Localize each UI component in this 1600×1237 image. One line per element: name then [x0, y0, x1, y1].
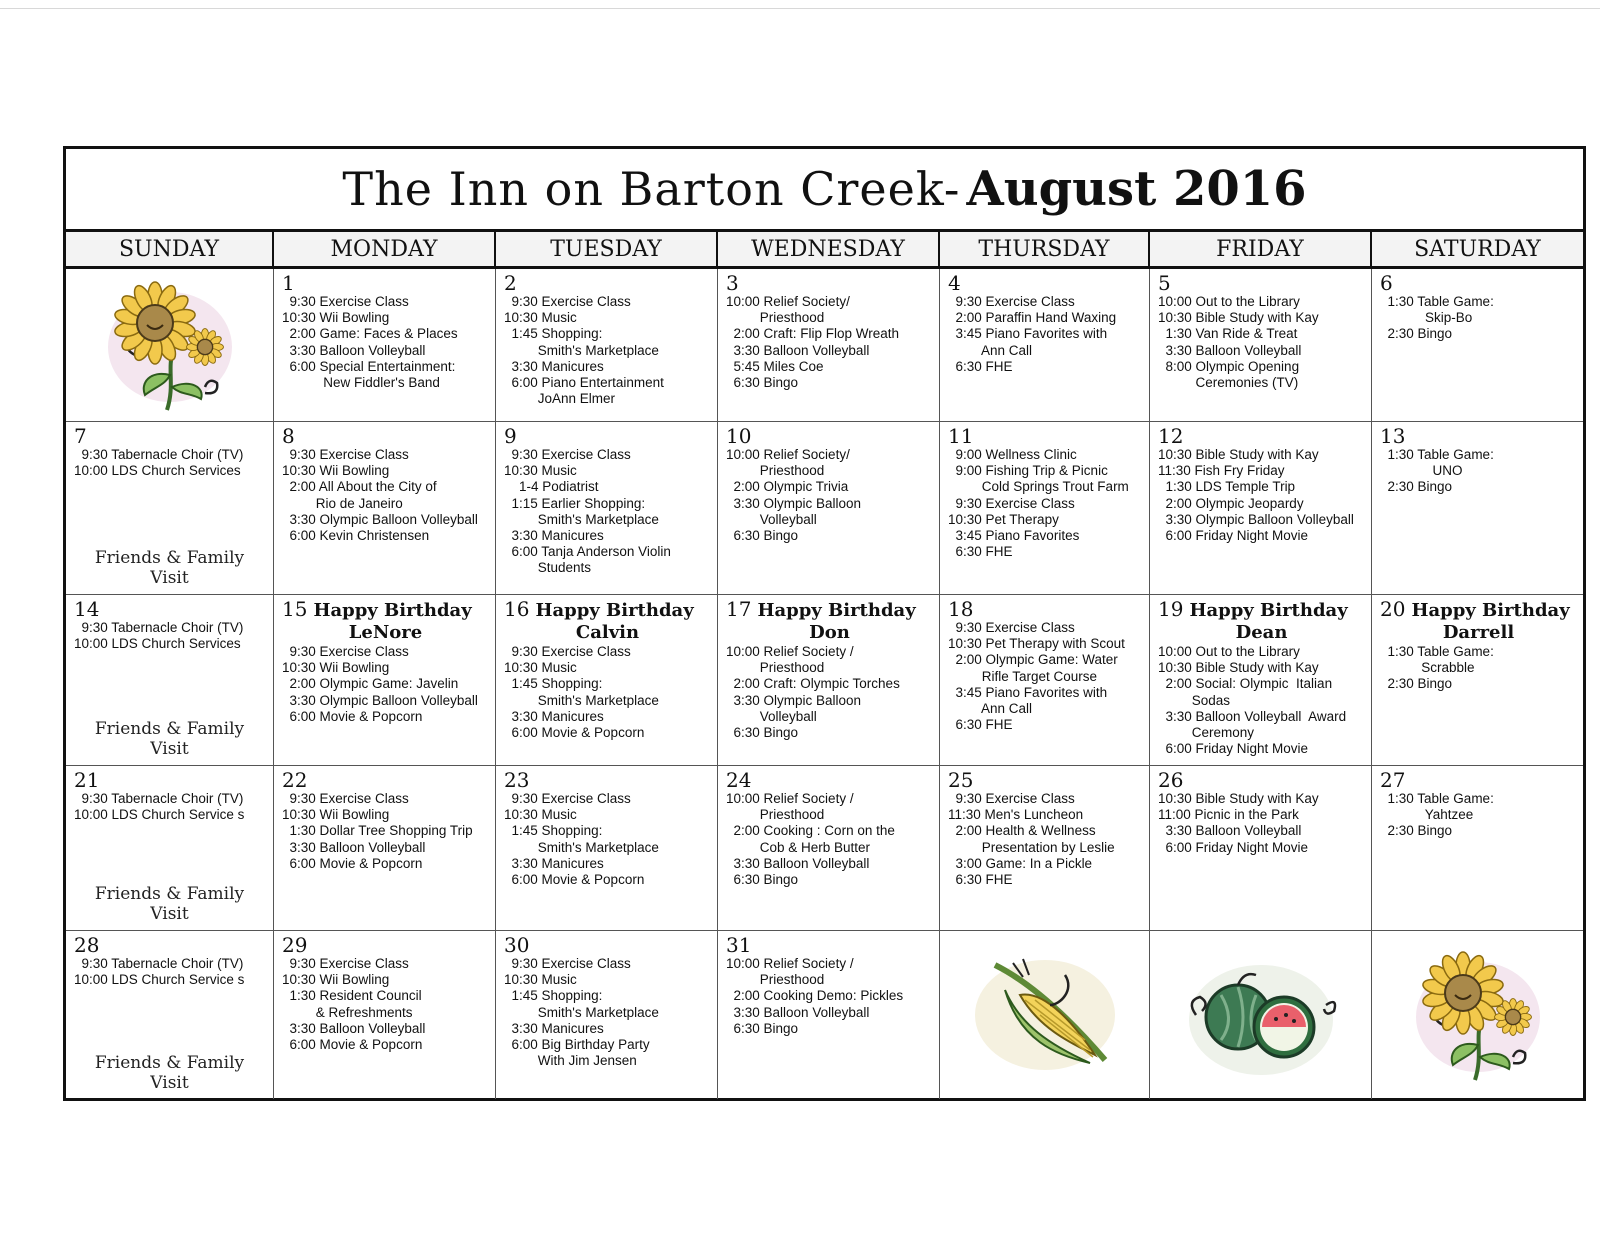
event-line: 10:30 Music [504, 660, 577, 676]
event-line: Smith's Marketplace [504, 511, 659, 527]
event-line: 6:30 Bingo [726, 872, 799, 888]
event-line: Priesthood [726, 310, 825, 326]
calendar-day-cell [66, 766, 274, 931]
birthday-name: Don [809, 622, 850, 643]
watermelon-icon [1150, 931, 1371, 1099]
event-line: 1-4 Podiatrist [504, 479, 599, 495]
calendar-day-cell [1150, 269, 1372, 422]
day-number-row [1380, 272, 1577, 294]
event-line: 3:30 Balloon Volleyball [282, 1020, 426, 1036]
event-line: 1:30 Table Game: [1380, 644, 1494, 659]
day-number: 18 [948, 597, 974, 621]
event-line: 2:30 Bingo [1380, 823, 1453, 839]
event-line: 9:30 Exercise Class [504, 791, 631, 806]
event-line: 9:30 Exercise Class [282, 791, 409, 806]
calendar-day-cell [496, 422, 718, 595]
event-line: 6:00 Movie & Popcorn [282, 855, 423, 871]
friends-family-note [66, 548, 273, 588]
day-number-row [1380, 769, 1577, 791]
event-line: 6:30 Bingo [726, 375, 799, 391]
day-number: 23 [504, 768, 530, 792]
event-line: Yahtzee [1380, 807, 1474, 823]
event-line: 3:30 Balloon Volleyball [1158, 342, 1302, 358]
event-line: 10:30 Bible Study with Kay [1158, 447, 1319, 462]
event-line: 3:30 Balloon Volleyball [282, 839, 426, 855]
event-line: 1:45 Shopping: [504, 676, 603, 692]
friends-family-note [66, 1053, 273, 1093]
day-number: 6 [1380, 271, 1393, 295]
event-line: 3:30 Olympic Balloon Volleyball [282, 511, 478, 527]
friends-family-line: Friends & Family [94, 1053, 245, 1073]
event-line: 9:30 Exercise Class [504, 956, 631, 971]
friends-family-line: Visit [150, 568, 189, 588]
event-line: Volleyball [726, 511, 817, 527]
event-line: Cold Springs Trout Farm [948, 479, 1129, 495]
event-line: 10:30 Music [504, 972, 577, 988]
event-line: 9:30 Tabernacle Choir (TV) [74, 620, 244, 635]
event-line: Rifle Target Course [948, 668, 1098, 684]
birthday-name: Calvin [575, 622, 640, 643]
event-line: Ann Call [948, 342, 1033, 358]
day-number-row [948, 598, 1143, 620]
event-line: 2:00 Olympic Trivia [726, 479, 849, 495]
sunflower-icon [66, 269, 273, 421]
day-number-row [74, 425, 267, 447]
day-number: 8 [282, 424, 295, 448]
calendar-day-cell [718, 766, 940, 931]
day-number-row [74, 598, 267, 620]
event-line: 10:30 Wii Bowling [282, 807, 390, 823]
day-number: 24 [726, 768, 752, 792]
event-line: 2:00 Cooking : Corn on the [726, 823, 895, 839]
event-line: 3:30 Balloon Volleyball [1158, 823, 1302, 839]
birthday-label: Happy Birthday [535, 600, 694, 621]
day-number-row [1380, 598, 1577, 622]
event-line: 3:30 Balloon Volleyball Award [1158, 708, 1347, 724]
friends-family-line: Visit [150, 904, 189, 924]
calendar-art-cell [1372, 931, 1583, 1099]
event-line: 10:00 LDS Church Service s [74, 972, 245, 988]
day-number-row [1158, 598, 1365, 622]
event-line: Ceremonies (TV) [1158, 375, 1299, 391]
event-line: Students [504, 560, 592, 576]
day-number: 28 [74, 933, 100, 957]
event-line: 10:30 Bible Study with Kay [1158, 791, 1319, 806]
event-line: 6:00 Movie & Popcorn [282, 708, 423, 724]
day-number-row [948, 272, 1143, 294]
day-number: 3 [726, 271, 739, 295]
event-line: 3:30 Manicures [504, 528, 604, 544]
event-line: 6:00 Movie & Popcorn [504, 725, 645, 741]
event-line: 10:00 Relief Society/ [726, 447, 850, 462]
day-number-row [504, 769, 711, 791]
event-line: 10:00 Relief Society / [726, 791, 854, 806]
event-line: 8:00 Olympic Opening [1158, 358, 1300, 374]
event-line: 3:30 Balloon Volleyball [282, 342, 426, 358]
event-line: 2:00 All About the City of [282, 479, 437, 495]
event-line: Volleyball [726, 708, 817, 724]
calendar-day-cell [496, 595, 718, 766]
event-line: 9:30 Exercise Class [504, 644, 631, 659]
event-line: 3:30 Balloon Volleyball [726, 855, 870, 871]
event-line: 10:30 Bible Study with Kay [1158, 660, 1319, 676]
weekday-sunday: SUNDAY [66, 232, 274, 266]
event-line: 10:00 Out to the Library [1158, 644, 1300, 659]
day-number-row [948, 769, 1143, 791]
event-line: 10:30 Bible Study with Kay [1158, 310, 1319, 326]
event-line: Scrabble [1380, 660, 1475, 676]
calendar-grid [66, 269, 1583, 1099]
day-number-row [1380, 425, 1577, 447]
event-line: 2:00 Olympic Game: Javelin [282, 676, 459, 692]
event-line: 3:45 Piano Favorites with [948, 326, 1108, 342]
event-line: 3:30 Manicures [504, 855, 604, 871]
event-line: 10:30 Wii Bowling [282, 463, 390, 479]
event-line: 9:00 Wellness Clinic [948, 447, 1077, 462]
calendar-day-cell [1372, 595, 1583, 766]
weekday-header [66, 232, 1583, 269]
calendar-day-cell [274, 931, 496, 1099]
event-line: 1:30 Table Game: [1380, 294, 1494, 309]
event-line: 6:00 Special Entertainment: [282, 358, 456, 374]
event-line: 10:30 Wii Bowling [282, 310, 390, 326]
event-line: 2:30 Bingo [1380, 326, 1453, 342]
day-number: 22 [282, 768, 308, 792]
event-line: 6:30 FHE [948, 358, 1013, 374]
event-line: 2:00 Olympic Jeopardy [1158, 495, 1304, 511]
birthday-name: Dean [1235, 622, 1288, 643]
day-number-row [1158, 272, 1365, 294]
event-line: 6:30 FHE [948, 544, 1013, 560]
day-number: 20 [1380, 597, 1406, 621]
event-line: 9:30 Exercise Class [948, 791, 1075, 806]
event-line: 2:00 Social: Olympic Italian [1158, 676, 1333, 692]
event-line: Priesthood [726, 972, 825, 988]
event-line: 2:30 Bingo [1380, 676, 1453, 692]
calendar-day-cell [274, 269, 496, 422]
event-line: 2:00 Craft: Flip Flop Wreath [726, 326, 900, 342]
event-line: 9:30 Tabernacle Choir (TV) [74, 956, 244, 971]
event-line: 10:30 Wii Bowling [282, 660, 390, 676]
event-line: 10:30 Music [504, 310, 577, 326]
calendar-day-cell [66, 422, 274, 595]
calendar-day-cell [496, 766, 718, 931]
event-line: JoAnn Elmer [504, 391, 616, 407]
event-line: 6:00 Movie & Popcorn [282, 1037, 423, 1053]
page-top-rule [0, 8, 1600, 9]
event-line: 9:30 Exercise Class [504, 447, 631, 462]
event-line: 1:30 Table Game: [1380, 447, 1494, 462]
title-inn-name: The Inn on Barton Creek- [342, 162, 961, 216]
calendar-day-cell [718, 931, 940, 1099]
weekday-wednesday: WEDNESDAY [718, 232, 940, 266]
event-line: 6:30 FHE [948, 872, 1013, 888]
event-line: 10:30 Music [504, 807, 577, 823]
friends-family-line: Friends & Family [94, 719, 245, 739]
calendar-day-cell [1150, 766, 1372, 931]
weekday-saturday: SATURDAY [1372, 232, 1583, 266]
calendar-day-cell [718, 422, 940, 595]
friends-family-line: Visit [150, 1073, 189, 1093]
event-line: 1:30 Table Game: [1380, 791, 1494, 806]
day-number: 10 [726, 424, 752, 448]
event-line: 3:30 Olympic Balloon [726, 692, 862, 708]
event-line: 11:30 Men's Luncheon [948, 807, 1084, 823]
day-number-row [1158, 769, 1365, 791]
weekday-monday: MONDAY [274, 232, 496, 266]
day-number-row [282, 272, 489, 294]
event-line: 11:00 Picnic in the Park [1158, 807, 1299, 823]
calendar-day-cell [718, 269, 940, 422]
day-number: 9 [504, 424, 517, 448]
day-number-row [726, 598, 933, 622]
event-line: Smith's Marketplace [504, 839, 659, 855]
event-line: 6:30 FHE [948, 717, 1013, 733]
event-line: 3:30 Olympic Balloon [726, 495, 862, 511]
event-line: UNO [1380, 463, 1463, 479]
event-line: New Fiddler's Band [282, 375, 440, 391]
calendar-art-cell [940, 931, 1150, 1099]
event-line: 9:30 Exercise Class [504, 294, 631, 309]
event-line: 3:30 Olympic Balloon Volleyball [1158, 511, 1354, 527]
event-line: 10:00 Relief Society / [726, 644, 854, 659]
calendar [63, 146, 1586, 1101]
event-line: Sodas [1158, 692, 1231, 708]
day-number: 12 [1158, 424, 1184, 448]
calendar-day-cell [940, 422, 1150, 595]
calendar-day-cell [66, 931, 274, 1099]
event-line: 2:00 Game: Faces & Places [282, 326, 458, 342]
sunflower-icon [1372, 931, 1583, 1099]
day-number: 13 [1380, 424, 1406, 448]
day-number-row [74, 769, 267, 791]
event-line: 10:00 LDS Church Services [74, 636, 241, 652]
event-line: 1:30 Dollar Tree Shopping Trip [282, 823, 473, 839]
event-line: 1:15 Earlier Shopping: [504, 495, 646, 511]
event-line: 3:45 Piano Favorites [948, 528, 1080, 544]
event-line: 6:00 Tanja Anderson Violin [504, 544, 671, 560]
calendar-day-cell [1150, 595, 1372, 766]
event-line: 1:30 Van Ride & Treat [1158, 326, 1298, 342]
event-line: 1:30 Resident Council [282, 988, 422, 1004]
day-number-row [282, 425, 489, 447]
event-line: 3:00 Game: In a Pickle [948, 855, 1093, 871]
event-line: 6:00 Friday Night Movie [1158, 741, 1309, 757]
event-line: 3:30 Manicures [504, 358, 604, 374]
weekday-thursday: THURSDAY [940, 232, 1150, 266]
day-number: 21 [74, 768, 100, 792]
event-line: With Jim Jensen [504, 1053, 637, 1069]
event-line: 9:00 Fishing Trip & Picnic [948, 463, 1108, 479]
day-number: 1 [282, 271, 295, 295]
friends-family-note [66, 884, 273, 924]
event-line: Priesthood [726, 463, 825, 479]
event-line: 1:45 Shopping: [504, 326, 603, 342]
day-number-row [74, 934, 267, 956]
calendar-day-cell [940, 269, 1150, 422]
birthday-label: Happy Birthday [1189, 600, 1348, 621]
event-line: 6:30 Bingo [726, 528, 799, 544]
event-line: Ann Call [948, 701, 1033, 717]
event-line: 9:30 Exercise Class [282, 644, 409, 659]
title-month: August 2016 [966, 161, 1307, 217]
day-number-row [948, 425, 1143, 447]
day-number: 11 [948, 424, 974, 448]
day-number: 17 [726, 597, 752, 621]
event-line: 10:00 LDS Church Services [74, 463, 241, 479]
calendar-day-cell [66, 595, 274, 766]
event-line: Rio de Janeiro [282, 495, 403, 511]
event-line: 5:45 Miles Coe [726, 358, 824, 374]
day-number-row [726, 934, 933, 956]
event-line: 10:30 Music [504, 463, 577, 479]
calendar-day-cell [940, 595, 1150, 766]
calendar-day-cell [1150, 422, 1372, 595]
event-line: Priesthood [726, 807, 825, 823]
event-line: 2:00 Paraffin Hand Waxing [948, 310, 1117, 326]
calendar-day-cell [496, 931, 718, 1099]
friends-family-line: Friends & Family [94, 548, 245, 568]
event-line: 2:00 Cooking Demo: Pickles [726, 988, 904, 1004]
calendar-day-cell [274, 595, 496, 766]
event-line: 10:00 LDS Church Service s [74, 807, 245, 823]
event-line: Smith's Marketplace [504, 342, 659, 358]
event-line: 3:30 Balloon Volleyball [726, 1004, 870, 1020]
day-number: 14 [74, 597, 100, 621]
day-number: 19 [1158, 597, 1184, 621]
event-line: 10:00 Out to the Library [1158, 294, 1300, 309]
birthday-label: Happy Birthday [757, 600, 916, 621]
event-line: Priesthood [726, 660, 825, 676]
event-line: 1:45 Shopping: [504, 988, 603, 1004]
event-line: 9:30 Exercise Class [948, 495, 1075, 511]
day-number: 30 [504, 933, 530, 957]
day-number: 26 [1158, 768, 1184, 792]
event-line: 6:00 Piano Entertainment [504, 375, 664, 391]
birthday-name: LeNore [348, 622, 423, 643]
event-line: 3:30 Manicures [504, 1020, 604, 1036]
day-number: 29 [282, 933, 308, 957]
day-number-row [282, 934, 489, 956]
event-line: 6:00 Big Birthday Party [504, 1037, 650, 1053]
calendar-day-cell [1372, 766, 1583, 931]
day-number: 2 [504, 271, 517, 295]
birthday-name: Darrell [1442, 622, 1515, 643]
day-number: 16 [504, 597, 530, 621]
event-line: 2:30 Bingo [1380, 479, 1453, 495]
event-line: 3:30 Manicures [504, 708, 604, 724]
event-line: 1:45 Shopping: [504, 823, 603, 839]
event-line: 6:00 Friday Night Movie [1158, 528, 1309, 544]
corn-icon [940, 931, 1149, 1099]
event-line: 2:00 Health & Wellness [948, 823, 1096, 839]
weekday-friday: FRIDAY [1150, 232, 1372, 266]
day-number: 5 [1158, 271, 1171, 295]
event-line: 2:00 Craft: Olympic Torches [726, 676, 900, 692]
event-line: 9:30 Exercise Class [282, 956, 409, 971]
event-line: Cob & Herb Butter [726, 839, 871, 855]
calendar-art-cell [66, 269, 274, 422]
event-line: 2:00 Olympic Game: Water [948, 652, 1118, 668]
event-line: 9:30 Tabernacle Choir (TV) [74, 791, 244, 806]
day-number-row [726, 272, 933, 294]
event-line: Ceremony [1158, 725, 1255, 741]
birthday-label: Happy Birthday [313, 600, 472, 621]
birthday-label: Happy Birthday [1411, 600, 1570, 621]
friends-family-line: Friends & Family [94, 884, 245, 904]
event-line: 9:30 Exercise Class [948, 620, 1075, 635]
event-line: 6:00 Movie & Popcorn [504, 872, 645, 888]
event-line: 9:30 Tabernacle Choir (TV) [74, 447, 244, 462]
calendar-day-cell [1372, 422, 1583, 595]
event-line: 9:30 Exercise Class [948, 294, 1075, 309]
calendar-day-cell [274, 422, 496, 595]
day-number-row [282, 769, 489, 791]
friends-family-line: Visit [150, 739, 189, 759]
event-line: 10:30 Pet Therapy [948, 511, 1059, 527]
event-line: 10:30 Pet Therapy with Scout [948, 636, 1125, 652]
day-number-row [282, 598, 489, 622]
day-number-row [726, 425, 933, 447]
day-number: 31 [726, 933, 752, 957]
event-line: 9:30 Exercise Class [282, 447, 409, 462]
event-line: 3:45 Piano Favorites with [948, 684, 1108, 700]
event-line: 6:00 Kevin Christensen [282, 528, 430, 544]
day-number-row [1158, 425, 1365, 447]
event-line: 6:00 Friday Night Movie [1158, 839, 1309, 855]
calendar-title [66, 149, 1583, 232]
calendar-day-cell [274, 766, 496, 931]
event-line: 1:30 LDS Temple Trip [1158, 479, 1296, 495]
day-number-row [504, 598, 711, 622]
calendar-art-cell [1150, 931, 1372, 1099]
event-line: 6:30 Bingo [726, 725, 799, 741]
event-line: 10:00 Relief Society/ [726, 294, 850, 309]
calendar-day-cell [1372, 269, 1583, 422]
event-line: 10:30 Wii Bowling [282, 972, 390, 988]
calendar-day-cell [496, 269, 718, 422]
friends-family-note [66, 719, 273, 759]
calendar-day-cell [718, 595, 940, 766]
day-number: 15 [282, 597, 308, 621]
day-number: 4 [948, 271, 961, 295]
day-number: 7 [74, 424, 87, 448]
day-number: 27 [1380, 768, 1406, 792]
event-line: Smith's Marketplace [504, 692, 659, 708]
calendar-day-cell [940, 766, 1150, 931]
event-line: Smith's Marketplace [504, 1004, 659, 1020]
weekday-tuesday: TUESDAY [496, 232, 718, 266]
event-line: 6:30 Bingo [726, 1020, 799, 1036]
event-line: & Refreshments [282, 1004, 413, 1020]
day-number-row [504, 934, 711, 956]
day-number-row [726, 769, 933, 791]
day-number: 25 [948, 768, 974, 792]
day-number-row [504, 425, 711, 447]
day-number-row [504, 272, 711, 294]
event-line: 9:30 Exercise Class [282, 294, 409, 309]
event-line: 11:30 Fish Fry Friday [1158, 463, 1285, 479]
event-line: Skip-Bo [1380, 310, 1473, 326]
event-line: 10:00 Relief Society / [726, 956, 854, 971]
event-line: 3:30 Balloon Volleyball [726, 342, 870, 358]
event-line: Presentation by Leslie [948, 839, 1115, 855]
event-line: 3:30 Olympic Balloon Volleyball [282, 692, 478, 708]
